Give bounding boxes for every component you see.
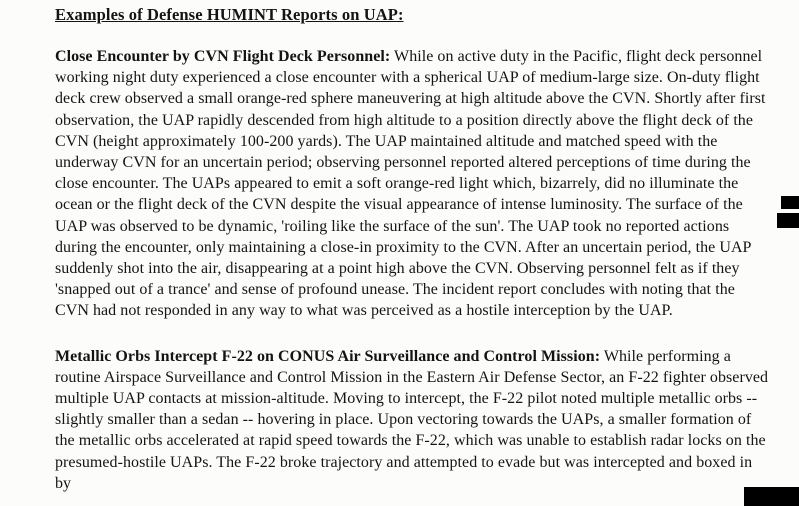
scan-artifact-bottom-right bbox=[744, 487, 799, 506]
report-paragraph-metallic-orbs bbox=[55, 346, 771, 494]
document-title: Examples of Defense HUMINT Reports on UAP: bbox=[55, 5, 404, 24]
paragraph-lead: Close Encounter by CVN Flight Deck Personnel: bbox=[55, 48, 391, 65]
paragraph-lead: Metallic Orbs Intercept F-22 on CONUS Air Surveillance and Control Mission: bbox=[55, 347, 601, 365]
scan-artifact-right-edge-upper bbox=[781, 196, 799, 209]
paragraph-body: While performing a routine Airspace Surveillance and Control Mission in the Eastern Air Defense Sector, an F-22 fighter observed multiple UAP contacts at mission-altitude. Moving to intercept, the F-22 pilot noted multiple metallic orbs -- slightly smaller than a sedan -- hovering in place. Upon vectoring towards the UAPs, a smaller formation of the metallic orbs accelerated at rapid speed towards the F-22, which was unable to establish radar locks on the presumed-hostile UAPs. The F-22 broke trajectory and attempted to evade but was intercepted and boxed in by bbox=[55, 347, 769, 492]
report-paragraph-close-encounter bbox=[55, 46, 771, 322]
paragraph-body: While on active duty in the Pacific, flight deck personnel working night duty experienced a close encounter with a spherical UAP of medium-large size. On-duty flight deck crew observed a small orange-red sphere maneuvering at high altitude above the CVN. Shortly after first observation, the UAP rapidly descended from high altitude to a position directly above the flight deck of the CVN (height approximately 100-200 yards). The UAP maintained altitude and matched speed with the underway CVN for an uncertain period; observing personnel reported altered perceptions of time during the close encounter. The UAPs appeared to emit a soft orange-red light which, bizarrely, did no illuminate the ocean or the flight deck of the CVN despite the visual appearance of intense luminosity. The surface of the UAP was observed to be dynamic, 'roiling like the surface of the sun'. The UAP took no reported actions during the encounter, only maintaining a close-in proximity to the CVN. After an uncertain period, the UAP suddenly shot into the air, disappearing at a point high above the CVN. Observing personnel felt as if they 'snapped out of a trance' and sense of profound unease. The incident report concludes with noting that the CVN had not responded in any way to what was perceived as a hostile interception by the UAP. bbox=[55, 48, 766, 320]
scan-artifact-right-edge-lower bbox=[777, 213, 799, 228]
